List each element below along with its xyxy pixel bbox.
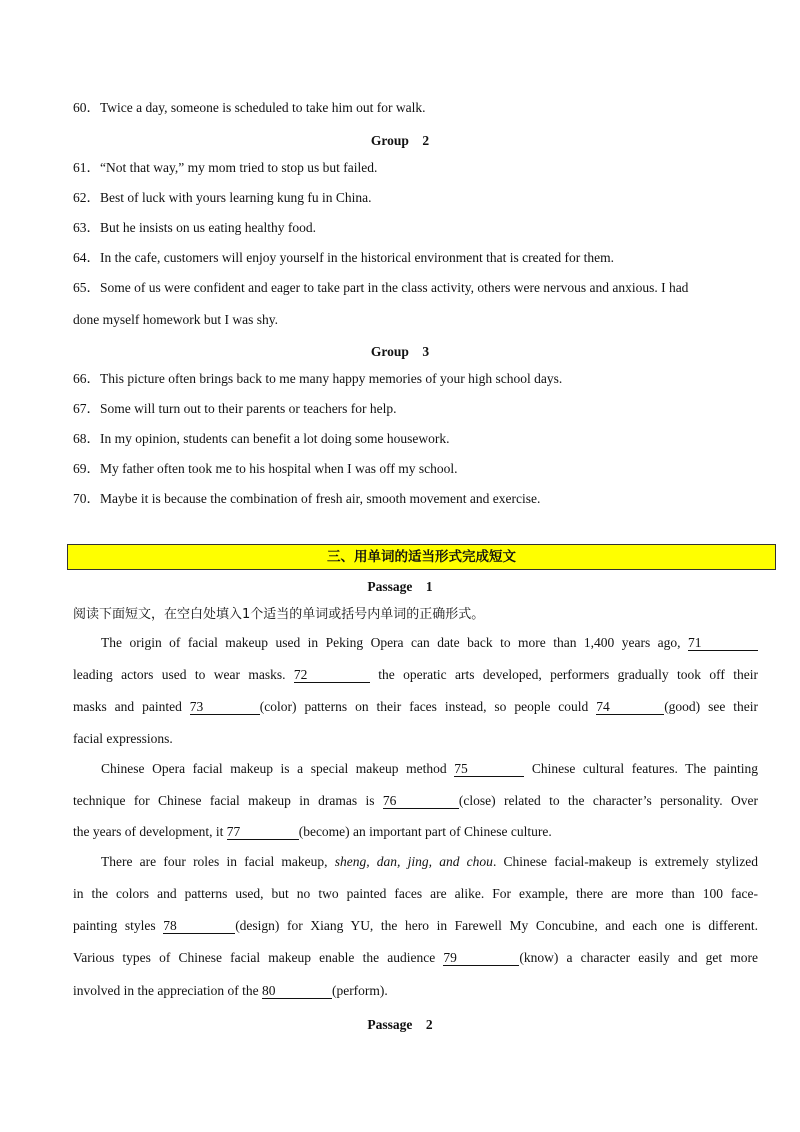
blank-79[interactable]: 79 [443,950,519,966]
item-65-continued: done myself homework but I was shy. [73,312,278,327]
passage-1-title: Passage 1 [367,579,433,594]
blank-76[interactable]: 76 [383,793,459,809]
item-66: 66．This picture often brings back to me many happy memories of your high school days. [73,371,563,386]
group-2-title: Group 2 [370,133,430,148]
blank-74[interactable]: 74 [596,699,664,715]
para1-line4: facial expressions. [73,731,173,746]
blank-72[interactable]: 72 [294,667,370,683]
item-62: 62．Best of luck with yours learning kung fu in China. [73,190,372,205]
item-67: 67．Some will turn out to their parents or teachers for help. [73,401,397,416]
item-70: 70．Maybe it is because the combination of fresh air, smooth movement and exercise. [73,491,541,506]
blank-75[interactable]: 75 [454,761,524,777]
passage-2-title: Passage 2 [367,1017,433,1032]
blank-71[interactable]: 71 [688,635,758,651]
item-68: 68．In my opinion, students can benefit a lot doing some housework. [73,431,450,446]
item-60: 60．Twice a day, someone is scheduled to take him out for walk. [73,100,426,115]
group-3-title: Group 3 [370,344,430,359]
blank-80[interactable]: 80 [262,983,332,999]
para1-line2: leading actors used to wear masks. 72 the operatic arts developed, performers gradually took off their [73,667,759,682]
item-63: 63．But he insists on us eating healthy food. [73,220,316,235]
para3-line1: There are four roles in facial makeup, sheng, dan, jing, and chou. Chinese facial-makeup is extremely stylized [101,854,759,869]
roles-list: sheng, dan, jing, and chou [334,854,493,869]
blank-77[interactable]: 77 [227,824,299,840]
para2-line3: the years of development, it 77 (become) an important part of Chinese culture. [73,824,552,839]
para1-line3: masks and painted 73 (color) patterns on their faces instead, so people could 74 (good) see their [73,699,759,714]
blank-78[interactable]: 78 [163,918,235,934]
para1-line1: The origin of facial makeup used in Peking Opera can date back to more than 1,400 years ago, 71 [101,635,758,651]
para3-line3: painting styles 78 (design) for Xiang YU, the hero in Farewell My Concubine, and each one is different. [73,918,758,933]
para3-line4: Various types of Chinese facial makeup enable the audience 79 (know) a character easily and get more [73,950,759,965]
blank-73[interactable]: 73 [190,699,260,715]
instruction-text: 阅读下面短文，在空白处填入1个适当的单词或括号内单词的正确形式。 [73,607,485,622]
para2-line2: technique for Chinese facial makeup in dramas is 76 (close) related to the character’s personality. Over [73,793,758,808]
para2-line1: Chinese Opera facial makeup is a special makeup method 75 Chinese cultural features. The painting [101,761,759,776]
para3-line5: involved in the appreciation of the 80 (perform). [73,983,388,998]
item-61: 61．“Not that way,” my mom tried to stop us but failed. [73,160,378,175]
item-65: 65．Some of us were confident and eager to take part in the class activity, others were nervous and anxious. I had [73,280,689,295]
para3-line2: in the colors and patterns used, but no two painted faces are alike. For example, there are more than 100 face- [73,886,758,901]
item-69: 69．My father often took me to his hospital when I was off my school. [73,461,458,476]
item-64: 64．In the cafe, customers will enjoy yourself in the historical environment that is created for them. [73,250,614,265]
section-banner: 三、用单词的适当形式完成短文 [67,544,776,570]
